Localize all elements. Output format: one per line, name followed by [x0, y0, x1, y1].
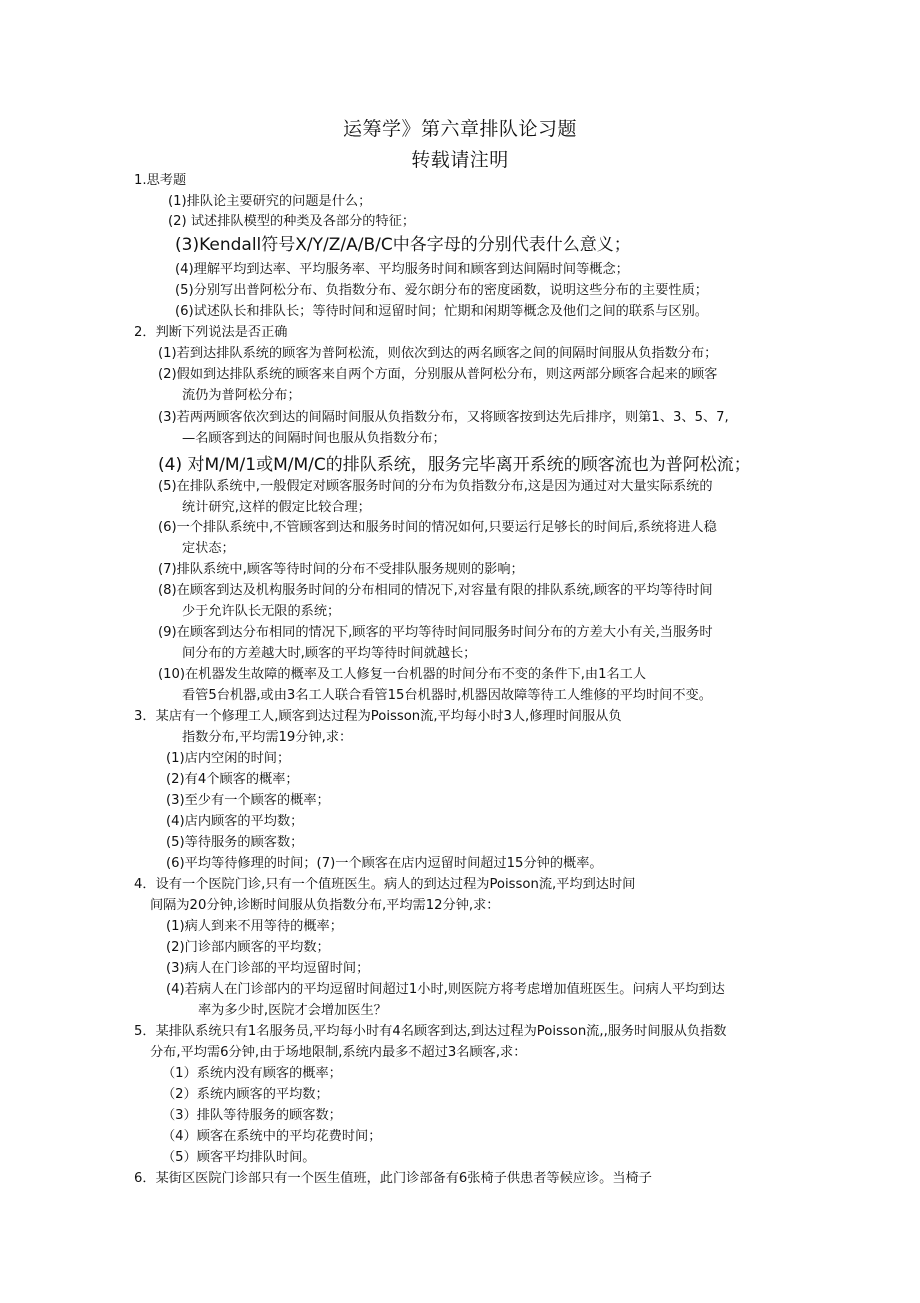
text-line: (6)一个排队系统中,不管顾客到达和服务时间的情况如何,只要运行足够长的时间后,系统将进人稳 — [158, 520, 717, 535]
text-line: (1)病人到来不用等待的概率； — [166, 919, 343, 934]
text-line: (5)等待服务的顾客数； — [166, 835, 304, 850]
text-line: (4)理解平均到达率、平均服务率、平均服务时间和顾客到达间隔时间等概念； — [175, 262, 629, 277]
text-line: (4) 对M/M/1或M/M/C的排队系统，服务完毕离开系统的顾客流也为普阿松流； — [158, 455, 751, 475]
text-line: (4)店内顾客的平均数； — [166, 814, 304, 829]
text-line: 率为多少时,医院才会增加医生？ — [198, 1003, 387, 1018]
document-subtitle: 转载请注明 — [411, 149, 509, 171]
text-line: 统计研究,这样的假定比较合理； — [182, 500, 371, 515]
text-line: (7)排队系统中,顾客等待时间的分布不受排队服务规则的影响； — [158, 562, 524, 577]
text-line: (2)门诊部内顾客的平均数； — [166, 940, 330, 955]
text-line: (2) 试述排队模型的种类及各部分的特征； — [168, 214, 416, 229]
text-line: (4)若病人在门诊部内的平均逗留时间超过1小时,则医院方将考虑增加值班医生。问病人平均到达 — [166, 982, 725, 997]
text-line: 指数分布,平均需19分钟,求： — [182, 730, 353, 745]
text-line: (3)病人在门诊部的平均逗留时间； — [166, 961, 370, 976]
text-line: 分布,平均需6分钟,由于场地限制,系统内最多不超过3名顾客,求： — [150, 1045, 527, 1060]
text-line: (3)Kendall符号X/Y/Z/A/B/C中各字母的分别代表什么意义； — [175, 235, 631, 255]
text-line: (9)在顾客到达分布相同的情况下,顾客的平均等待时间同服务时间分布的方差大小有关,当服务时 — [158, 625, 713, 640]
text-line: (1)若到达排队系统的顾客为普阿松流，则依次到达的两名顾客之间的间隔时间服从负指数分布； — [158, 346, 718, 361]
text-line: 间分布的方差越大时,顾客的平均等待时间就越长； — [182, 646, 477, 661]
text-line: 流仍为普阿松分布； — [182, 388, 301, 403]
text-line: （3）排队等待服务的顾客数； — [162, 1108, 342, 1123]
text-line: (10)在机器发生故障的概率及工人修复一台机器的时间分布不变的条件下,由1名工人 — [158, 667, 647, 682]
text-line: (2)有4个顾客的概率； — [166, 772, 299, 787]
text-line: 6．某街区医院门诊部只有一个医生值班，此门诊部备有6张椅子供患者等候应诊。当椅子 — [134, 1171, 652, 1186]
text-line: (1)店内空闲的时间； — [166, 751, 291, 766]
text-line: 间隔为20分钟,诊断时间服从负指数分布,平均需12分钟,求： — [150, 898, 500, 913]
text-line: 看管5台机器,或由3名工人联合看管15台机器时,机器因故障等待工人维修的平均时间不变。 — [182, 688, 712, 703]
text-line: (1)排队论主要研究的问题是什么； — [168, 194, 372, 209]
text-line: (5)在排队系统中,一般假定对顾客服务时间的分布为负指数分布,这是因为通过对大量实际系统的 — [158, 479, 713, 494]
text-line: 3．某店有一个修理工人,顾客到达过程为Poisson流,平均每小时3人,修理时间服从负 — [134, 709, 622, 724]
text-line: 5．某排队系统只有1名服务员,平均每小时有4名顾客到达,到达过程为Poisson流,,服务时间服从负指数 — [134, 1024, 727, 1039]
text-line: (8)在顾客到达及机构服务时间的分布相同的情况下,对容量有限的排队系统,顾客的平均等待时间 — [158, 583, 713, 598]
text-line: 少于允许队长无限的系统； — [182, 604, 341, 619]
text-line: (3)至少有一个顾客的概率； — [166, 793, 330, 808]
text-line: (2)假如到达排队系统的顾客来自两个方面，分别服从普阿松分布，则这两部分顾客合起来的顾客 — [158, 367, 718, 382]
text-line: (3)若两两顾客依次到达的间隔时间服从负指数分布，又将顾客按到达先后排序，则第1、3、5、7, — [158, 410, 729, 425]
text-line: (6)平均等待修理的时间；(7)一个顾客在店内逗留时间超过15分钟的概率。 — [166, 856, 603, 871]
text-line: （5）顾客平均排队时间。 — [162, 1150, 316, 1165]
text-line: 1.思考题 — [134, 173, 187, 188]
text-line: （2）系统内顾客的平均数； — [162, 1087, 329, 1102]
document-title: 运筹学》第六章排队论习题 — [342, 118, 577, 140]
text-line: （4）顾客在系统中的平均花费时间； — [162, 1129, 382, 1144]
text-line: （1）系统内没有顾客的概率； — [162, 1066, 342, 1081]
text-line: (6)试述队长和排队长；等待时间和逗留时间；忙期和闲期等概念及他们之间的联系与区别。 — [175, 304, 708, 319]
text-line: 2．判断下列说法是否正确 — [134, 325, 288, 340]
text-line: 定状态； — [182, 541, 235, 556]
text-line: 4．设有一个医院门诊,只有一个值班医生。病人的到达过程为Poisson流,平均到达时间 — [134, 877, 636, 892]
text-line: (5)分别写出普阿松分布、负指数分布、爱尔朗分布的密度函数，说明这些分布的主要性质； — [175, 283, 708, 298]
text-line: —名顾客到达的间隔时间也服从负指数分布； — [182, 431, 446, 446]
